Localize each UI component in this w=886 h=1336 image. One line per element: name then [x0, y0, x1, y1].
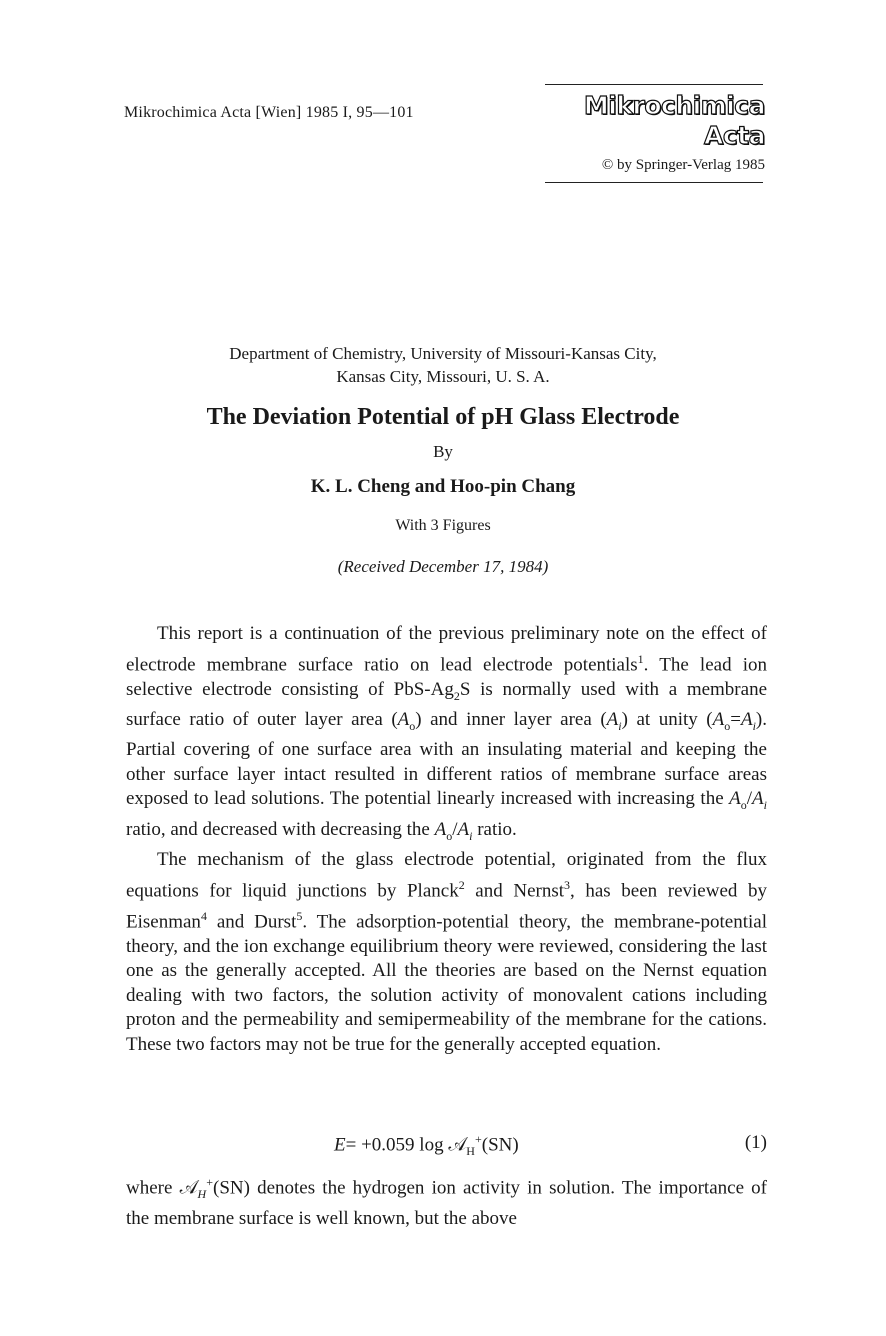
equation-variable: E: [334, 1134, 346, 1156]
subscript: o: [409, 718, 416, 733]
superscript: +: [206, 1175, 213, 1189]
text-run: =: [730, 708, 741, 730]
symbol: A: [752, 788, 764, 810]
body-text: [126, 622, 767, 1058]
journal-reference: Mikrochimica Acta [Wien] 1985 I, 95—101: [124, 104, 414, 121]
symbol: A: [712, 708, 725, 730]
subscript: i: [618, 718, 622, 733]
subscript: i: [752, 718, 756, 733]
text-run: S is normally used with a membrane surface ratio of outer layer area (: [126, 678, 768, 730]
superscript: +: [474, 1132, 482, 1146]
subscript: H: [197, 1187, 207, 1202]
text-run: (SN) denotes the hydrogen ion activity in solution. The importance of the membrane surface is well known, but the above: [126, 1177, 767, 1229]
masthead-top-rule: [545, 84, 763, 85]
equation-formula: [334, 1132, 519, 1159]
affiliation-line-2: Kansas City, Missouri, U. S. A.: [336, 367, 550, 386]
reference-superscript: 3: [564, 877, 570, 892]
text-run: The mechanism of the glass electrode potential, originated from the flux equations for liquid junctions by Planck: [126, 849, 767, 902]
symbol: A: [434, 818, 447, 840]
subscript: o: [740, 798, 747, 813]
subscript: 2: [453, 688, 460, 703]
authors: K. L. Cheng and Hoo-pin Chang: [310, 476, 576, 497]
figure-count: With 3 Figures: [395, 517, 491, 534]
symbol: A: [397, 708, 410, 730]
paragraph-3: [126, 1170, 767, 1231]
text-run: where 𝒜: [126, 1177, 198, 1199]
subscript: i: [469, 828, 473, 843]
masthead-bottom-rule: [545, 182, 763, 183]
text-run: ratio, and decreased with decreasing the: [126, 818, 435, 840]
symbol: A: [606, 708, 619, 730]
text-run: ratio.: [472, 818, 517, 840]
reference-superscript: 5: [296, 908, 303, 923]
equation-number: (1): [744, 1132, 767, 1153]
text-run: , has been reviewed by Eisenman: [126, 880, 767, 933]
text-run: . The lead ion selective electrode consisting of PbS-Ag: [126, 653, 767, 700]
equation-text: (SN): [481, 1134, 519, 1156]
subscript: o: [724, 718, 731, 733]
text-run: ) and inner layer area (: [415, 708, 607, 730]
text-run: and Durst: [206, 911, 297, 933]
text-run: . The adsorption-potential theory, the membrane-potential theory, and the ion exchange equilibrium theory were reviewed, considering the last one as the generally accepted. All the theories are based on the Nernst equation dealing with two factors, the solution activity of monovalent cations including proton and the permeability and semipermeability of the membrane for the cations. These two factors may not be true for the generally accepted equation.: [126, 911, 767, 1056]
reference-superscript: 4: [200, 908, 207, 923]
journal-logo: Mikrochimica Acta: [583, 91, 765, 150]
symbol: A: [729, 788, 741, 810]
body-text-continued: [126, 1170, 767, 1231]
affiliation-line-1: Department of Chemistry, University of Missouri-Kansas City,: [229, 344, 657, 363]
paper-title: The Deviation Potential of pH Glass Electrode: [206, 404, 680, 430]
reference-superscript: 1: [637, 651, 644, 666]
subscript: o: [446, 828, 453, 843]
text-run: ). Partial covering of one surface area with an insulating material and keeping the other surface layer intact resulted in different ratios of membrane surface areas exposed to lead solutions. The potential linearly increased with increasing the: [126, 708, 767, 810]
copyright-notice: © by Springer-Verlag 1985: [601, 157, 765, 173]
symbol: A: [457, 818, 470, 840]
paragraph-1: [126, 622, 767, 848]
text-run: and Nernst: [464, 880, 564, 902]
affiliation: [0, 342, 886, 388]
subscript: i: [763, 798, 767, 813]
received-date: (Received December 17, 1984): [337, 557, 549, 576]
text-run: ) at unity (: [621, 708, 713, 730]
symbol: A: [740, 708, 753, 730]
subscript: H: [466, 1144, 475, 1159]
paragraph-2: [126, 848, 767, 1057]
text-run: This report is a continuation of the previous preliminary note on the effect of electrode membrane surface ratio on lead electrode potentials: [126, 623, 767, 675]
equation-1: [126, 1132, 767, 1158]
journal-masthead: [545, 84, 765, 183]
text-run: /: [452, 818, 458, 840]
text-run: /: [746, 788, 753, 810]
by-line: By: [433, 442, 453, 461]
equation-text: = +0.059 log 𝒜: [345, 1134, 467, 1156]
reference-superscript: 2: [458, 877, 465, 892]
